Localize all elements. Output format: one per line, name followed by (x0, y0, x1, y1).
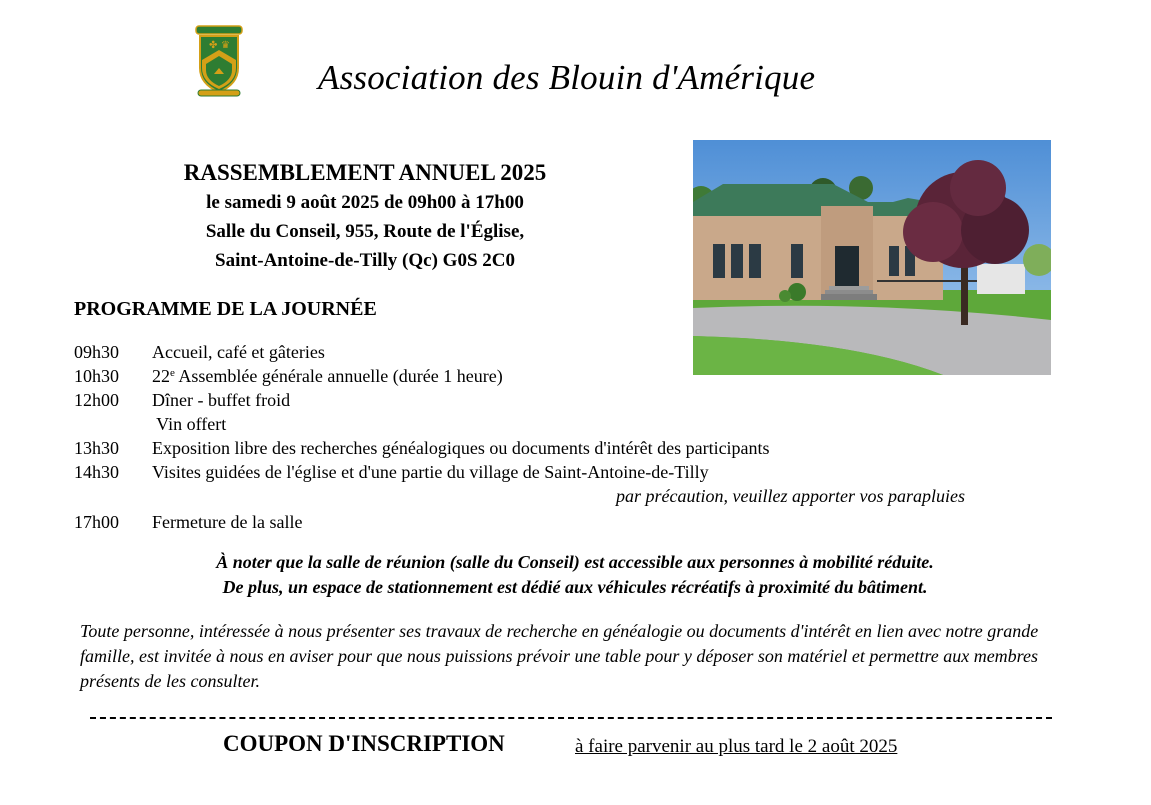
event-date: le samedi 9 août 2025 de 09h00 à 17h00 (206, 192, 524, 213)
invitation-paragraph: Toute personne, intéressée à nous présenter ses travaux de recherche en généalogie ou documents d'intérêt en lien avec notre grande famille, est invitée à nous en aviser pour que nous puissions prévoir une table pour y déposer son matériel et permettre aux membres présents de les consulter. (80, 621, 1039, 691)
schedule-time: 17h00 (74, 512, 119, 532)
event-venue: Salle du Conseil, 955, Route de l'Église, (205, 221, 525, 242)
schedule-time: 10h30 (74, 366, 119, 386)
schedule-text (152, 364, 503, 388)
schedule-time: 13h30 (74, 438, 119, 458)
program-heading: PROGRAMME DE LA JOURNÉE (74, 298, 377, 320)
schedule-text: Fermeture de la salle (152, 512, 303, 532)
schedule-text-rest: Assemblée générale annuelle (durée 1 heure) (174, 366, 503, 386)
umbrella-note: par précaution, veuillez apporter vos parapluies (616, 486, 965, 506)
schedule-text: Exposition libre des recherches généalogiques ou documents d'intérêt des participants (152, 438, 770, 458)
organization-title: Association des Blouin d'Amérique (318, 58, 816, 97)
event-info (120, 158, 610, 275)
accessibility-note: À noter que la salle de réunion (salle du Conseil) est accessible aux personnes à mobilité réduite. (216, 552, 934, 572)
venue-photo (693, 140, 1051, 375)
schedule-ordinal-suffix: e (170, 367, 175, 379)
coupon-deadline: à faire parvenir au plus tard le 2 août 2025 (575, 736, 898, 757)
schedule-ordinal-number: 22 (152, 366, 170, 386)
schedule-text: Accueil, café et gâteries (152, 342, 325, 362)
event-title: RASSEMBLEMENT ANNUEL 2025 (183, 160, 547, 185)
parking-note: De plus, un espace de stationnement est dédié aux véhicules récréatifs à proximité du bâtiment. (222, 577, 928, 597)
schedule-time: 12h00 (74, 390, 119, 410)
event-city: Saint-Antoine-de-Tilly (Qc) G0S 2C0 (215, 250, 515, 271)
cut-line-divider (90, 717, 1052, 719)
svg-text:✤: ✤ (209, 40, 218, 51)
svg-text:♛: ♛ (221, 40, 230, 51)
crest-logo (192, 24, 246, 98)
schedule-time: 09h30 (74, 342, 119, 362)
schedule-text: Visites guidées de l'église et d'une partie du village de Saint-Antoine-de-Tilly (152, 462, 709, 482)
coupon-title: COUPON D'INSCRIPTION (223, 731, 505, 756)
accessibility-notes (60, 550, 1090, 600)
schedule-text: Dîner - buffet froid (152, 390, 291, 410)
schedule-time: 14h30 (74, 462, 119, 482)
schedule-text: Vin offert (152, 414, 227, 434)
